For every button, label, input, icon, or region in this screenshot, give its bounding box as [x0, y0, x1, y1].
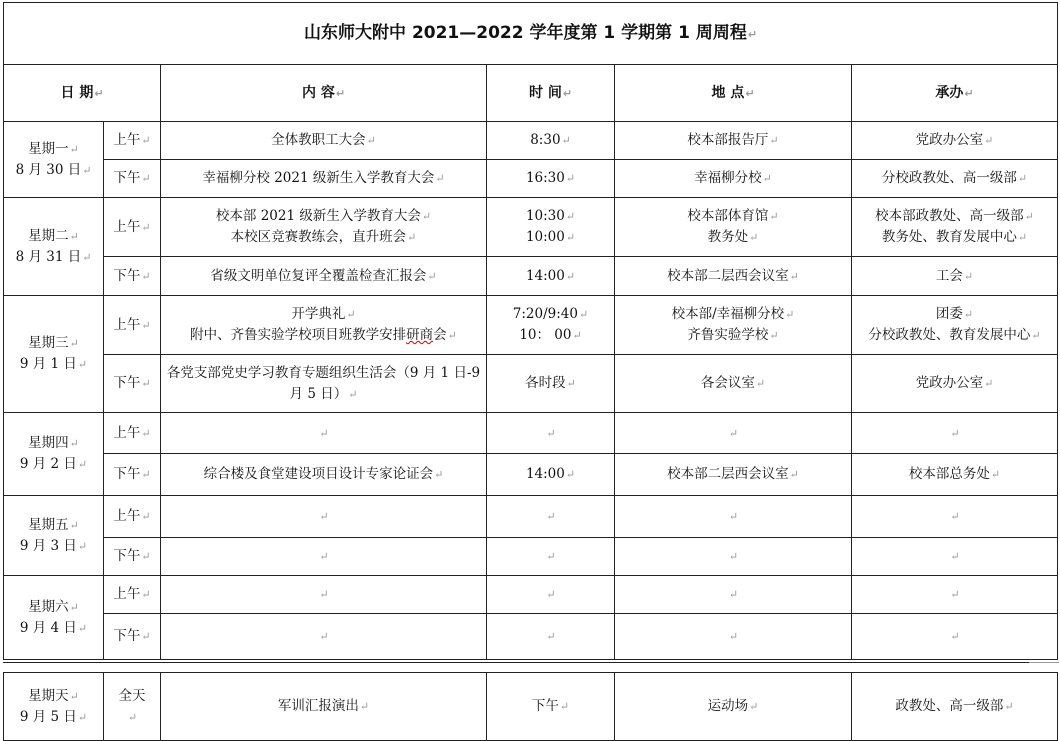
- period-cell: [104, 413, 161, 454]
- paragraph-mark-icon: ↵: [141, 630, 151, 643]
- event-content: 校本部 2021 级新生入学教育大会: [215, 208, 421, 224]
- schedule-row: [4, 413, 1058, 454]
- day-name: 星期三: [28, 335, 69, 351]
- paragraph-mark-icon: ↵: [421, 210, 432, 223]
- event-content-cell: [161, 355, 487, 413]
- event-place-cell: [615, 413, 852, 454]
- event-host-cell: [852, 576, 1058, 614]
- day-date: 9 月 2 日: [19, 456, 77, 472]
- paragraph-mark-icon: ↵: [141, 468, 151, 481]
- paragraph-mark-icon: ↵: [77, 458, 88, 471]
- period-label: 下午: [113, 548, 141, 564]
- sunday-time-cell: [487, 673, 615, 741]
- paragraph-mark-icon: ↵: [559, 700, 570, 713]
- header-time: [487, 65, 615, 122]
- sunday-day-cell: [4, 673, 104, 741]
- paragraph-mark-icon: ↵: [562, 86, 573, 100]
- event-time-cell: [487, 160, 615, 198]
- paragraph-mark-icon: ↵: [749, 231, 759, 244]
- period-cell: [104, 257, 161, 296]
- paragraph-mark-icon: ↵: [546, 426, 556, 440]
- event-host-cell: [852, 296, 1058, 355]
- period-cell: [104, 198, 161, 257]
- event-host-cell: [852, 496, 1058, 538]
- paragraph-mark-icon: ↵: [728, 426, 739, 440]
- paragraph-mark-icon: ↵: [566, 377, 576, 390]
- period-cell: [104, 355, 161, 413]
- paragraph-mark-icon: ↵: [1004, 700, 1014, 713]
- schedule-title: [4, 3, 1058, 65]
- event-host-cell: [852, 538, 1058, 576]
- paragraph-mark-icon: ↵: [950, 550, 960, 563]
- event-content: 全体教职工大会: [271, 132, 366, 148]
- day-date: 9 月 1 日: [19, 356, 77, 372]
- sunday-period-cell: [104, 673, 161, 741]
- event-host: 校本部政教处、高一级部: [875, 208, 1024, 224]
- paragraph-mark-icon: ↵: [69, 229, 79, 243]
- event-time-cell: [487, 576, 615, 614]
- event-host-cell: [852, 122, 1058, 160]
- event-host-cell: [852, 614, 1058, 660]
- paragraph-mark-icon: ↵: [565, 269, 576, 283]
- event-place: 校本部二层西会议室: [667, 267, 789, 284]
- schedule-row: [4, 355, 1058, 413]
- event-place-cell: [615, 454, 852, 496]
- header-host-label: 承办: [935, 84, 964, 101]
- header-place: [615, 65, 852, 122]
- paragraph-mark-icon: ↵: [769, 210, 779, 223]
- event-place: 校本部报告厅: [687, 132, 769, 148]
- paragraph-mark-icon: ↵: [963, 308, 974, 321]
- paragraph-mark-icon: ↵: [1017, 231, 1028, 244]
- period-label: 上午: [113, 586, 141, 602]
- paragraph-mark-icon: ↵: [789, 269, 799, 283]
- paragraph-mark-icon: ↵: [728, 550, 739, 563]
- period-cell: [104, 454, 161, 496]
- paragraph-mark-icon: ↵: [366, 134, 376, 147]
- period-label: 全天: [118, 687, 146, 704]
- schedule-row: [4, 198, 1058, 257]
- event-place-cell: [615, 538, 852, 576]
- event-time: 7:20/9:40: [512, 306, 578, 322]
- table-gap: [0, 662, 1060, 672]
- paragraph-mark-icon: ↵: [69, 518, 79, 532]
- event-host: 工会: [935, 267, 963, 284]
- period-label: 下午: [113, 267, 141, 284]
- event-place-cell: [615, 614, 852, 660]
- paragraph-mark-icon: ↵: [77, 358, 88, 371]
- title-row: [4, 3, 1058, 65]
- period-cell: [104, 296, 161, 355]
- event-time-cell: [487, 198, 615, 257]
- paragraph-mark-icon: ↵: [950, 426, 960, 440]
- event-time: 8:30: [530, 132, 561, 148]
- event-time-cell: [487, 296, 615, 355]
- event-content: 省级文明单位复评全覆盖检查汇报会: [210, 267, 427, 284]
- paragraph-mark-icon: ↵: [427, 269, 437, 283]
- paragraph-mark-icon: ↵: [348, 387, 358, 401]
- paragraph-mark-icon: ↵: [82, 163, 92, 177]
- event-content-cell: [161, 496, 487, 538]
- paragraph-mark-icon: ↵: [77, 539, 88, 553]
- day-date: 9 月 4 日: [19, 619, 77, 636]
- event-content-cell: [161, 454, 487, 496]
- period-label: 下午: [113, 466, 141, 482]
- period-label: 下午: [113, 375, 141, 391]
- event-time-cell: [487, 538, 615, 576]
- paragraph-mark-icon: ↵: [745, 86, 755, 100]
- paragraph-mark-icon: ↵: [964, 86, 974, 100]
- paragraph-mark-icon: ↵: [319, 630, 329, 643]
- event-place-cell: [615, 122, 852, 160]
- paragraph-mark-icon: ↵: [755, 377, 766, 390]
- paragraph-mark-icon: ↵: [141, 269, 151, 283]
- event-place-cell: [615, 257, 852, 296]
- day-cell: [4, 296, 104, 413]
- event-content-cell: [161, 614, 487, 660]
- paragraph-mark-icon: ↵: [950, 510, 960, 523]
- paragraph-mark-icon: ↵: [141, 318, 151, 332]
- event-host-cell: [852, 257, 1058, 296]
- paragraph-mark-icon: ↵: [434, 468, 444, 481]
- event-time-cell: [487, 496, 615, 538]
- event-place: 校本部二层西会议室: [667, 466, 789, 482]
- day-name: 星期二: [28, 227, 69, 244]
- header-time-label: 时 间: [528, 84, 562, 101]
- period-cell: [104, 576, 161, 614]
- sunday-place-cell: [615, 673, 852, 741]
- schedule-row: [4, 296, 1058, 355]
- period-cell: [104, 538, 161, 576]
- paragraph-mark-icon: ↵: [447, 329, 457, 342]
- header-row: [4, 65, 1058, 122]
- schedule-row: [4, 496, 1058, 538]
- paragraph-mark-icon: ↵: [728, 588, 739, 601]
- event-time: 14:00: [525, 267, 565, 284]
- schedule-row: [4, 122, 1058, 160]
- event-time: 10:00: [525, 229, 565, 245]
- paragraph-mark-icon: ↵: [747, 27, 758, 41]
- paragraph-mark-icon: ↵: [141, 550, 151, 563]
- period-label: 下午: [113, 628, 141, 644]
- period-label: 上午: [113, 218, 141, 235]
- title-text: 山东师大附中 2021—2022 学年度第 1 学期第 1 周周程: [304, 22, 747, 43]
- schedule-row: [4, 454, 1058, 496]
- event-content-cell: [161, 413, 487, 454]
- sunday-content-cell: [161, 673, 487, 741]
- event-time: 10： 00: [519, 327, 572, 343]
- event-host: 教务处、教育发展中心: [881, 229, 1017, 245]
- event-place: 幸福柳分校: [694, 170, 762, 186]
- event-content-cell: [161, 576, 487, 614]
- paragraph-mark-icon: ↵: [963, 269, 974, 283]
- paragraph-mark-icon: ↵: [546, 588, 556, 601]
- page-margin-mark: [1029, 662, 1059, 663]
- event-time-cell: [487, 413, 615, 454]
- schedule-row: [4, 160, 1058, 198]
- paragraph-mark-icon: ↵: [407, 231, 417, 244]
- event-content: 本校区竞赛教练会，直升班会: [230, 229, 407, 245]
- paragraph-mark-icon: ↵: [789, 468, 799, 481]
- paragraph-mark-icon: ↵: [561, 134, 571, 147]
- header-host: [852, 65, 1058, 122]
- table-bottom-border: [3, 662, 1057, 663]
- event-host-cell: [852, 454, 1058, 496]
- event-time: 16:30: [525, 170, 565, 186]
- event-time: 14:00: [525, 466, 565, 482]
- paragraph-mark-icon: ↵: [141, 510, 151, 523]
- day-name: 星期四: [28, 435, 69, 451]
- event-content: 综合楼及食堂建设项目设计专家论证会: [203, 466, 434, 482]
- event-time-cell: [487, 355, 615, 413]
- paragraph-mark-icon: ↵: [785, 308, 795, 321]
- paragraph-mark-icon: ↵: [319, 550, 329, 563]
- event-place-cell: [615, 576, 852, 614]
- paragraph-mark-icon: ↵: [319, 588, 329, 601]
- header-content-label: 内 容: [301, 84, 335, 101]
- event-host-cell: [852, 198, 1058, 257]
- day-cell: [4, 576, 104, 660]
- event-time: 各时段: [525, 375, 566, 391]
- event-place: 教务处: [707, 229, 749, 245]
- paragraph-mark-icon: ↵: [319, 426, 329, 440]
- period-cell: [104, 496, 161, 538]
- schedule-row: [4, 538, 1058, 576]
- sunday-row: [4, 673, 1058, 741]
- event-place-cell: [615, 160, 852, 198]
- event-time-cell: [487, 257, 615, 296]
- event-content: 各党支部党史学习教育专题组织生活会（9 月 1 日-9 月 5 日）: [166, 364, 481, 402]
- period-cell: [104, 160, 161, 198]
- event-place: 运动场: [707, 698, 749, 714]
- event-content-cell: [161, 296, 487, 355]
- paragraph-mark-icon: ↵: [565, 231, 576, 244]
- event-time-cell: [487, 454, 615, 496]
- paragraph-mark-icon: ↵: [546, 550, 556, 563]
- event-host: 分校政教处、高一级部: [881, 170, 1017, 186]
- paragraph-mark-icon: ↵: [69, 437, 79, 450]
- paragraph-mark-icon: ↵: [69, 337, 79, 350]
- sunday-host-cell: [852, 673, 1058, 741]
- paragraph-mark-icon: ↵: [990, 468, 1001, 481]
- paragraph-mark-icon: ↵: [749, 700, 759, 713]
- paragraph-mark-icon: ↵: [77, 621, 88, 635]
- paragraph-mark-icon: ↵: [335, 86, 346, 100]
- paragraph-mark-icon: ↵: [565, 468, 576, 481]
- schedule-row: [4, 576, 1058, 614]
- period-label: 上午: [113, 316, 141, 333]
- paragraph-mark-icon: ↵: [546, 630, 556, 643]
- period-label: 上午: [113, 424, 141, 441]
- period-cell: [104, 122, 161, 160]
- day-cell: [4, 496, 104, 576]
- event-place: 校本部/幸福柳分校: [671, 306, 785, 322]
- event-content: 开学典礼: [291, 306, 346, 322]
- schedule-row: [4, 257, 1058, 296]
- event-time: 下午: [531, 698, 559, 714]
- day-date: 8 月 30 日: [15, 161, 82, 178]
- paragraph-mark-icon: ↵: [578, 308, 589, 321]
- paragraph-mark-icon: ↵: [319, 510, 329, 523]
- paragraph-mark-icon: ↵: [984, 134, 994, 147]
- event-content-cell: [161, 257, 487, 296]
- event-host-cell: [852, 160, 1058, 198]
- event-content-cell: [161, 198, 487, 257]
- period-label: 上午: [113, 508, 141, 524]
- day-date: 8 月 31 日: [15, 248, 82, 265]
- event-host: 团委: [935, 306, 963, 322]
- weekly-schedule-table: [3, 2, 1058, 660]
- event-place-cell: [615, 355, 852, 413]
- day-date: 9 月 5 日: [19, 708, 77, 725]
- event-time-cell: [487, 122, 615, 160]
- event-place-cell: [615, 296, 852, 355]
- paragraph-mark-icon: ↵: [984, 377, 994, 390]
- event-time-cell: [487, 614, 615, 660]
- event-host: 校本部总务处: [908, 466, 990, 482]
- paragraph-mark-icon: ↵: [359, 700, 370, 713]
- header-place-label: 地 点: [711, 84, 745, 101]
- paragraph-mark-icon: ↵: [728, 630, 739, 643]
- paragraph-mark-icon: ↵: [762, 172, 772, 185]
- paragraph-mark-icon: ↵: [346, 308, 356, 321]
- event-content-cell: [161, 538, 487, 576]
- event-host: 政教处、高一级部: [895, 698, 1004, 714]
- paragraph-mark-icon: ↵: [728, 510, 739, 523]
- paragraph-mark-icon: ↵: [77, 710, 88, 724]
- paragraph-mark-icon: ↵: [1024, 210, 1034, 223]
- period-label: 上午: [113, 132, 141, 148]
- paragraph-mark-icon: ↵: [69, 600, 79, 614]
- event-content: 幸福柳分校 2021 级新生入学教育大会: [202, 170, 435, 186]
- event-content: 附中、齐鲁实验学校项目班教学安排研商会: [190, 327, 447, 343]
- event-host-cell: [852, 413, 1058, 454]
- day-cell: [4, 198, 104, 296]
- paragraph-mark-icon: ↵: [141, 172, 151, 185]
- paragraph-mark-icon: ↵: [82, 250, 92, 264]
- paragraph-mark-icon: ↵: [950, 588, 960, 601]
- paragraph-mark-icon: ↵: [950, 630, 960, 643]
- event-content-cell: [161, 122, 487, 160]
- day-name: 星期天: [28, 687, 69, 704]
- event-content-cell: [161, 160, 487, 198]
- event-time: 10:30: [525, 208, 565, 224]
- event-place-cell: [615, 496, 852, 538]
- event-place: 校本部体育馆: [687, 208, 769, 224]
- paragraph-mark-icon: ↵: [565, 172, 576, 185]
- period-cell: [104, 614, 161, 660]
- event-content: 军训汇报演出: [277, 698, 359, 714]
- event-host: 党政办公室: [915, 375, 984, 391]
- paragraph-mark-icon: ↵: [69, 142, 79, 156]
- paragraph-mark-icon: ↵: [572, 329, 582, 342]
- header-date-label: 日 期: [60, 84, 94, 101]
- paragraph-mark-icon: ↵: [769, 134, 779, 147]
- paragraph-mark-icon: ↵: [141, 588, 151, 601]
- day-name: 星期一: [28, 140, 69, 157]
- paragraph-mark-icon: ↵: [141, 426, 151, 440]
- paragraph-mark-icon: ↵: [141, 220, 151, 234]
- paragraph-mark-icon: ↵: [141, 377, 151, 390]
- event-place: 齐鲁实验学校: [687, 327, 769, 343]
- paragraph-mark-icon: ↵: [94, 86, 104, 100]
- sunday-table: [3, 672, 1058, 741]
- header-date: [4, 65, 161, 122]
- day-date: 9 月 3 日: [19, 537, 77, 554]
- paragraph-mark-icon: ↵: [546, 510, 556, 523]
- paragraph-mark-icon: ↵: [769, 329, 779, 342]
- paragraph-mark-icon: ↵: [69, 689, 79, 703]
- event-host: 分校政教处、教育发展中心: [868, 327, 1031, 343]
- day-cell: [4, 122, 104, 198]
- day-name: 星期五: [28, 516, 69, 533]
- day-name: 星期六: [28, 598, 69, 615]
- schedule-row: [4, 614, 1058, 660]
- paragraph-mark-icon: ↵: [1031, 329, 1041, 342]
- paragraph-mark-icon: ↵: [435, 172, 445, 185]
- header-content: [161, 65, 487, 122]
- event-host-cell: [852, 355, 1058, 413]
- day-cell: [4, 413, 104, 496]
- event-place-cell: [615, 198, 852, 257]
- event-host: 党政办公室: [915, 132, 984, 148]
- paragraph-mark-icon: ↵: [1017, 172, 1028, 185]
- paragraph-mark-icon: ↵: [565, 210, 576, 223]
- event-place: 各会议室: [700, 375, 755, 391]
- paragraph-mark-icon: ↵: [141, 134, 151, 147]
- paragraph-mark-icon: ↵: [127, 710, 138, 724]
- period-label: 下午: [113, 170, 141, 186]
